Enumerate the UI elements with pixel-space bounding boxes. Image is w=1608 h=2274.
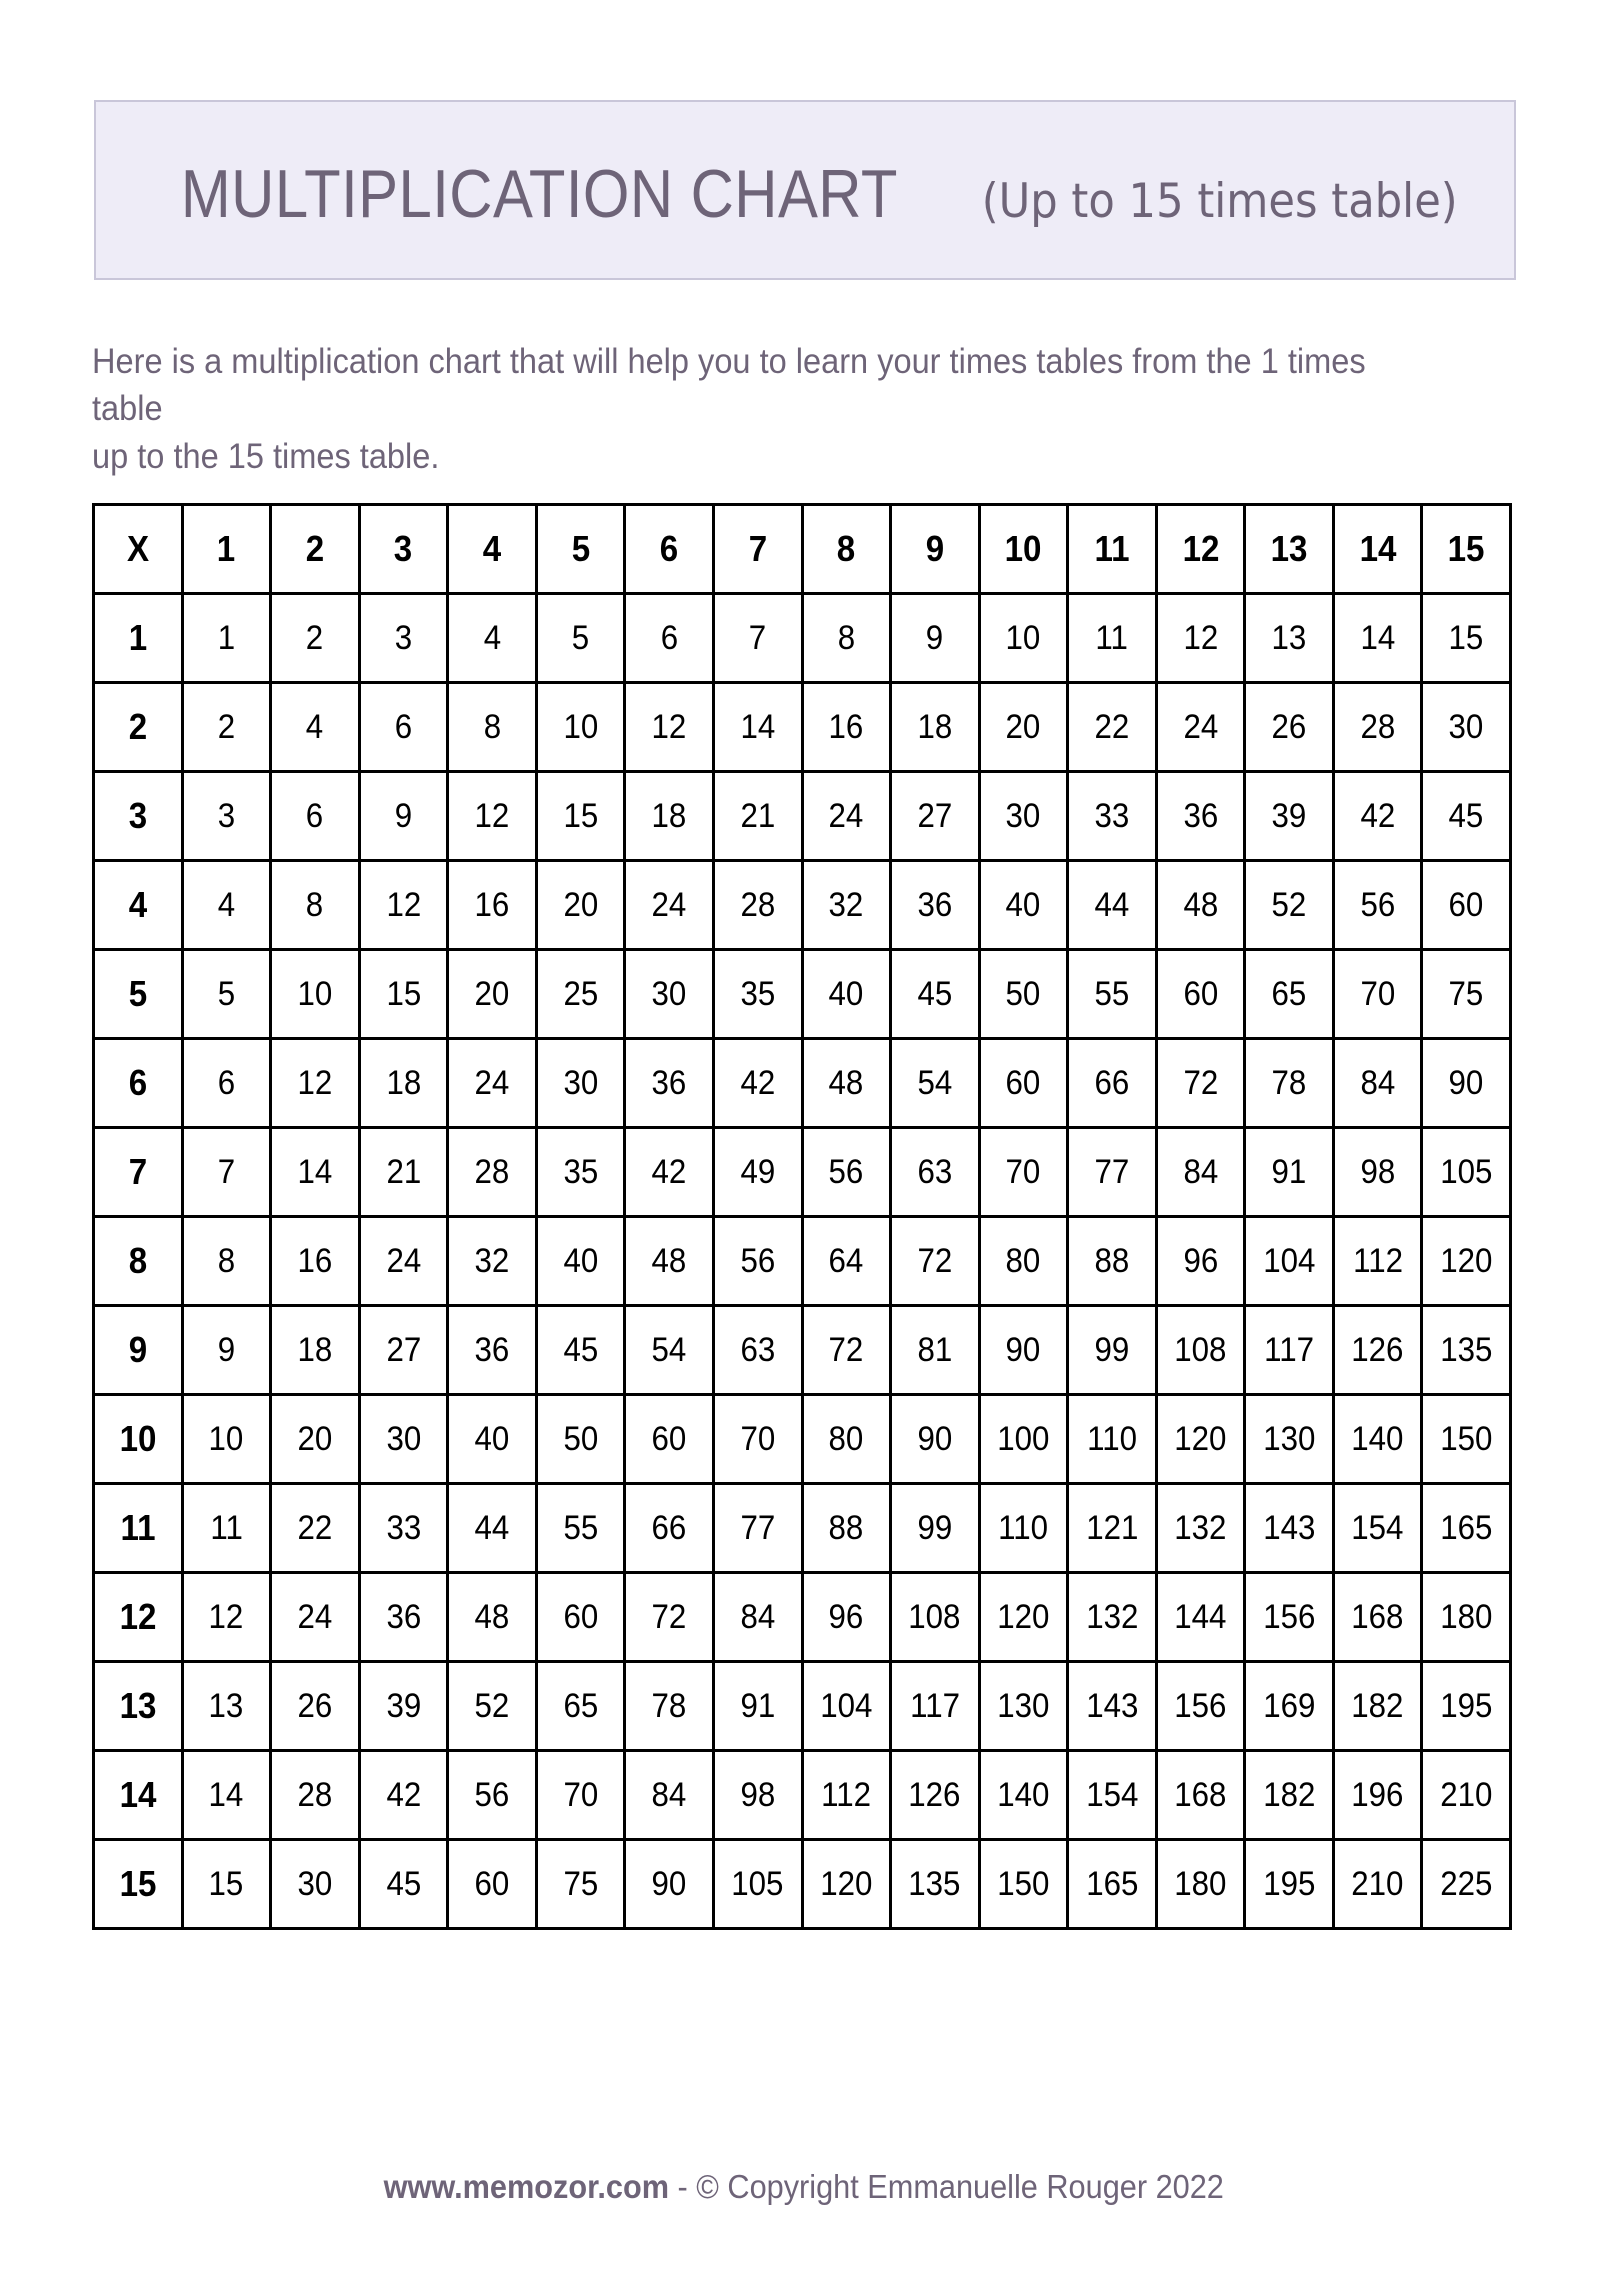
table-cell-1x6: 6 bbox=[625, 594, 714, 683]
table-cell-9x7: 63 bbox=[713, 1306, 802, 1395]
table-cell-15x15: 225 bbox=[1422, 1840, 1511, 1929]
table-column-header-3: 3 bbox=[359, 505, 448, 594]
table-cell-3x2: 6 bbox=[271, 772, 360, 861]
table-cell-11x4: 44 bbox=[448, 1484, 537, 1573]
table-row-header-4: 4 bbox=[94, 861, 183, 950]
table-cell-4x14: 56 bbox=[1333, 861, 1422, 950]
table-cell-11x15: 165 bbox=[1422, 1484, 1511, 1573]
table-cell-7x12: 84 bbox=[1156, 1128, 1245, 1217]
table-cell-9x1: 9 bbox=[182, 1306, 271, 1395]
table-cell-11x7: 77 bbox=[713, 1484, 802, 1573]
table-cell-14x13: 182 bbox=[1245, 1751, 1334, 1840]
table-cell-8x12: 96 bbox=[1156, 1217, 1245, 1306]
table-cell-9x12: 108 bbox=[1156, 1306, 1245, 1395]
table-cell-8x14: 112 bbox=[1333, 1217, 1422, 1306]
table-cell-13x8: 104 bbox=[802, 1662, 891, 1751]
table-cell-12x3: 36 bbox=[359, 1573, 448, 1662]
table-cell-13x4: 52 bbox=[448, 1662, 537, 1751]
table-cell-12x14: 168 bbox=[1333, 1573, 1422, 1662]
table-cell-2x14: 28 bbox=[1333, 683, 1422, 772]
table-cell-2x3: 6 bbox=[359, 683, 448, 772]
table-cell-11x12: 132 bbox=[1156, 1484, 1245, 1573]
table-cell-4x7: 28 bbox=[713, 861, 802, 950]
table-cell-14x11: 154 bbox=[1068, 1751, 1157, 1840]
table-row-header-5: 5 bbox=[94, 950, 183, 1039]
table-cell-4x6: 24 bbox=[625, 861, 714, 950]
table-cell-5x14: 70 bbox=[1333, 950, 1422, 1039]
multiplication-table bbox=[92, 503, 1512, 1930]
table-cell-15x4: 60 bbox=[448, 1840, 537, 1929]
table-cell-4x9: 36 bbox=[891, 861, 980, 950]
table-cell-13x14: 182 bbox=[1333, 1662, 1422, 1751]
table-cell-4x3: 12 bbox=[359, 861, 448, 950]
table-cell-3x13: 39 bbox=[1245, 772, 1334, 861]
table-row bbox=[94, 1751, 1511, 1840]
table-column-header-8: 8 bbox=[802, 505, 891, 594]
table-cell-13x12: 156 bbox=[1156, 1662, 1245, 1751]
table-cell-10x6: 60 bbox=[625, 1395, 714, 1484]
table-cell-15x10: 150 bbox=[979, 1840, 1068, 1929]
table-cell-15x9: 135 bbox=[891, 1840, 980, 1929]
table-cell-11x3: 33 bbox=[359, 1484, 448, 1573]
table-cell-1x9: 9 bbox=[891, 594, 980, 683]
table-cell-14x12: 168 bbox=[1156, 1751, 1245, 1840]
table-cell-3x7: 21 bbox=[713, 772, 802, 861]
table-cell-7x8: 56 bbox=[802, 1128, 891, 1217]
table-cell-15x13: 195 bbox=[1245, 1840, 1334, 1929]
table-cell-3x8: 24 bbox=[802, 772, 891, 861]
table-cell-3x5: 15 bbox=[536, 772, 625, 861]
table-cell-11x8: 88 bbox=[802, 1484, 891, 1573]
table-cell-5x9: 45 bbox=[891, 950, 980, 1039]
table-cell-15x8: 120 bbox=[802, 1840, 891, 1929]
table-cell-13x13: 169 bbox=[1245, 1662, 1334, 1751]
table-cell-10x15: 150 bbox=[1422, 1395, 1511, 1484]
table-cell-2x12: 24 bbox=[1156, 683, 1245, 772]
table-cell-9x4: 36 bbox=[448, 1306, 537, 1395]
table-cell-9x2: 18 bbox=[271, 1306, 360, 1395]
table-cell-14x3: 42 bbox=[359, 1751, 448, 1840]
table-cell-14x4: 56 bbox=[448, 1751, 537, 1840]
table-cell-2x13: 26 bbox=[1245, 683, 1334, 772]
table-cell-2x11: 22 bbox=[1068, 683, 1157, 772]
table-cell-5x12: 60 bbox=[1156, 950, 1245, 1039]
table-header-row bbox=[94, 505, 1511, 594]
table-cell-14x5: 70 bbox=[536, 1751, 625, 1840]
table-cell-13x3: 39 bbox=[359, 1662, 448, 1751]
table-row bbox=[94, 1662, 1511, 1751]
intro-line-2: up to the 15 times table. bbox=[92, 436, 440, 476]
table-cell-14x15: 210 bbox=[1422, 1751, 1511, 1840]
table-cell-9x10: 90 bbox=[979, 1306, 1068, 1395]
table-cell-7x4: 28 bbox=[448, 1128, 537, 1217]
table-cell-1x11: 11 bbox=[1068, 594, 1157, 683]
table-cell-9x5: 45 bbox=[536, 1306, 625, 1395]
table-cell-3x9: 27 bbox=[891, 772, 980, 861]
page-title: MULTIPLICATION CHART bbox=[180, 156, 898, 232]
table-row bbox=[94, 1840, 1511, 1929]
table-cell-6x1: 6 bbox=[182, 1039, 271, 1128]
table-cell-15x6: 90 bbox=[625, 1840, 714, 1929]
table-cell-8x7: 56 bbox=[713, 1217, 802, 1306]
table-cell-3x10: 30 bbox=[979, 772, 1068, 861]
table-cell-5x6: 30 bbox=[625, 950, 714, 1039]
table-cell-3x12: 36 bbox=[1156, 772, 1245, 861]
table-cell-1x10: 10 bbox=[979, 594, 1068, 683]
table-cell-7x2: 14 bbox=[271, 1128, 360, 1217]
table-cell-6x3: 18 bbox=[359, 1039, 448, 1128]
table-cell-4x8: 32 bbox=[802, 861, 891, 950]
table-cell-7x13: 91 bbox=[1245, 1128, 1334, 1217]
table-cell-1x5: 5 bbox=[536, 594, 625, 683]
table-cell-1x13: 13 bbox=[1245, 594, 1334, 683]
table-cell-8x8: 64 bbox=[802, 1217, 891, 1306]
table-cell-2x7: 14 bbox=[713, 683, 802, 772]
table-cell-5x4: 20 bbox=[448, 950, 537, 1039]
table-cell-6x10: 60 bbox=[979, 1039, 1068, 1128]
table-cell-11x13: 143 bbox=[1245, 1484, 1334, 1573]
table-cell-13x9: 117 bbox=[891, 1662, 980, 1751]
table-row bbox=[94, 1306, 1511, 1395]
table-row-header-13: 13 bbox=[94, 1662, 183, 1751]
table-cell-3x1: 3 bbox=[182, 772, 271, 861]
table-cell-5x13: 65 bbox=[1245, 950, 1334, 1039]
table-row-header-6: 6 bbox=[94, 1039, 183, 1128]
table-cell-5x2: 10 bbox=[271, 950, 360, 1039]
table-row bbox=[94, 683, 1511, 772]
table-cell-3x11: 33 bbox=[1068, 772, 1157, 861]
table-cell-1x14: 14 bbox=[1333, 594, 1422, 683]
table-cell-4x5: 20 bbox=[536, 861, 625, 950]
table-cell-12x8: 96 bbox=[802, 1573, 891, 1662]
table-cell-11x10: 110 bbox=[979, 1484, 1068, 1573]
table-cell-6x4: 24 bbox=[448, 1039, 537, 1128]
table-cell-14x6: 84 bbox=[625, 1751, 714, 1840]
table-cell-6x2: 12 bbox=[271, 1039, 360, 1128]
table-row bbox=[94, 1484, 1511, 1573]
table-cell-1x15: 15 bbox=[1422, 594, 1511, 683]
table-cell-9x13: 117 bbox=[1245, 1306, 1334, 1395]
table-cell-3x15: 45 bbox=[1422, 772, 1511, 861]
table-cell-7x11: 77 bbox=[1068, 1128, 1157, 1217]
table-cell-15x14: 210 bbox=[1333, 1840, 1422, 1929]
table-column-header-10: 10 bbox=[979, 505, 1068, 594]
table-column-header-15: 15 bbox=[1422, 505, 1511, 594]
table-cell-8x11: 88 bbox=[1068, 1217, 1157, 1306]
table-cell-15x11: 165 bbox=[1068, 1840, 1157, 1929]
table-cell-9x15: 135 bbox=[1422, 1306, 1511, 1395]
table-cell-10x5: 50 bbox=[536, 1395, 625, 1484]
table-cell-5x3: 15 bbox=[359, 950, 448, 1039]
table-cell-11x9: 99 bbox=[891, 1484, 980, 1573]
table-column-header-9: 9 bbox=[891, 505, 980, 594]
table-row-header-11: 11 bbox=[94, 1484, 183, 1573]
table-cell-8x2: 16 bbox=[271, 1217, 360, 1306]
table-cell-6x5: 30 bbox=[536, 1039, 625, 1128]
table-cell-5x11: 55 bbox=[1068, 950, 1157, 1039]
table-cell-6x14: 84 bbox=[1333, 1039, 1422, 1128]
table-cell-12x2: 24 bbox=[271, 1573, 360, 1662]
table-cell-14x9: 126 bbox=[891, 1751, 980, 1840]
table-cell-2x8: 16 bbox=[802, 683, 891, 772]
table-cell-8x13: 104 bbox=[1245, 1217, 1334, 1306]
table-cell-4x2: 8 bbox=[271, 861, 360, 950]
table-cell-2x6: 12 bbox=[625, 683, 714, 772]
table-cell-14x7: 98 bbox=[713, 1751, 802, 1840]
table-row-header-9: 9 bbox=[94, 1306, 183, 1395]
table-row-header-7: 7 bbox=[94, 1128, 183, 1217]
table-cell-4x10: 40 bbox=[979, 861, 1068, 950]
table-cell-9x11: 99 bbox=[1068, 1306, 1157, 1395]
table-cell-12x6: 72 bbox=[625, 1573, 714, 1662]
table-cell-13x5: 65 bbox=[536, 1662, 625, 1751]
table-cell-13x6: 78 bbox=[625, 1662, 714, 1751]
table-cell-7x1: 7 bbox=[182, 1128, 271, 1217]
table-cell-10x7: 70 bbox=[713, 1395, 802, 1484]
table-cell-1x4: 4 bbox=[448, 594, 537, 683]
table-cell-4x11: 44 bbox=[1068, 861, 1157, 950]
table-cell-10x4: 40 bbox=[448, 1395, 537, 1484]
table-cell-11x14: 154 bbox=[1333, 1484, 1422, 1573]
table-cell-13x10: 130 bbox=[979, 1662, 1068, 1751]
table-cell-7x7: 49 bbox=[713, 1128, 802, 1217]
table-row-header-2: 2 bbox=[94, 683, 183, 772]
table-cell-15x5: 75 bbox=[536, 1840, 625, 1929]
table-cell-10x13: 130 bbox=[1245, 1395, 1334, 1484]
table-cell-6x12: 72 bbox=[1156, 1039, 1245, 1128]
table-cell-12x15: 180 bbox=[1422, 1573, 1511, 1662]
table-row-header-3: 3 bbox=[94, 772, 183, 861]
table-cell-8x5: 40 bbox=[536, 1217, 625, 1306]
table-cell-12x13: 156 bbox=[1245, 1573, 1334, 1662]
table-cell-5x15: 75 bbox=[1422, 950, 1511, 1039]
table-cell-4x1: 4 bbox=[182, 861, 271, 950]
table-cell-6x11: 66 bbox=[1068, 1039, 1157, 1128]
table-cell-8x1: 8 bbox=[182, 1217, 271, 1306]
table-cell-7x15: 105 bbox=[1422, 1128, 1511, 1217]
table-cell-10x14: 140 bbox=[1333, 1395, 1422, 1484]
table-cell-5x10: 50 bbox=[979, 950, 1068, 1039]
table-row-header-10: 10 bbox=[94, 1395, 183, 1484]
table-cell-7x10: 70 bbox=[979, 1128, 1068, 1217]
table-row bbox=[94, 1039, 1511, 1128]
table-cell-13x15: 195 bbox=[1422, 1662, 1511, 1751]
table-cell-8x4: 32 bbox=[448, 1217, 537, 1306]
table-cell-1x12: 12 bbox=[1156, 594, 1245, 683]
table-cell-6x13: 78 bbox=[1245, 1039, 1334, 1128]
table-column-header-1: 1 bbox=[182, 505, 271, 594]
table-cell-14x2: 28 bbox=[271, 1751, 360, 1840]
table-cell-10x11: 110 bbox=[1068, 1395, 1157, 1484]
table-cell-11x6: 66 bbox=[625, 1484, 714, 1573]
table-cell-5x5: 25 bbox=[536, 950, 625, 1039]
footer-inner bbox=[384, 2168, 1224, 2206]
table-cell-10x3: 30 bbox=[359, 1395, 448, 1484]
table-cell-10x12: 120 bbox=[1156, 1395, 1245, 1484]
table-cell-8x3: 24 bbox=[359, 1217, 448, 1306]
table-cell-12x9: 108 bbox=[891, 1573, 980, 1662]
table-cell-11x11: 121 bbox=[1068, 1484, 1157, 1573]
page-subtitle: (Up to 15 times table) bbox=[981, 174, 1458, 229]
footer bbox=[0, 2168, 1608, 2206]
table-column-header-2: 2 bbox=[271, 505, 360, 594]
table-cell-14x1: 14 bbox=[182, 1751, 271, 1840]
table-cell-2x2: 4 bbox=[271, 683, 360, 772]
intro-line-1: Here is a multiplication chart that will help you to learn your times tables from the 1 times table bbox=[92, 342, 1366, 429]
table-row bbox=[94, 772, 1511, 861]
table-row-header-14: 14 bbox=[94, 1751, 183, 1840]
table-cell-7x6: 42 bbox=[625, 1128, 714, 1217]
table-row bbox=[94, 1395, 1511, 1484]
table-row-header-1: 1 bbox=[94, 594, 183, 683]
table-cell-6x15: 90 bbox=[1422, 1039, 1511, 1128]
table-cell-13x11: 143 bbox=[1068, 1662, 1157, 1751]
table-cell-10x9: 90 bbox=[891, 1395, 980, 1484]
table-row bbox=[94, 594, 1511, 683]
table-row bbox=[94, 950, 1511, 1039]
table-cell-11x5: 55 bbox=[536, 1484, 625, 1573]
table-cell-9x9: 81 bbox=[891, 1306, 980, 1395]
table-row bbox=[94, 1573, 1511, 1662]
table-cell-9x8: 72 bbox=[802, 1306, 891, 1395]
table-column-header-7: 7 bbox=[713, 505, 802, 594]
table-cell-7x3: 21 bbox=[359, 1128, 448, 1217]
table-cell-14x8: 112 bbox=[802, 1751, 891, 1840]
table-cell-15x12: 180 bbox=[1156, 1840, 1245, 1929]
table-cell-1x1: 1 bbox=[182, 594, 271, 683]
table-cell-9x14: 126 bbox=[1333, 1306, 1422, 1395]
table-cell-15x1: 15 bbox=[182, 1840, 271, 1929]
table-cell-10x2: 20 bbox=[271, 1395, 360, 1484]
table-cell-10x10: 100 bbox=[979, 1395, 1068, 1484]
table-row-header-8: 8 bbox=[94, 1217, 183, 1306]
table-cell-3x14: 42 bbox=[1333, 772, 1422, 861]
table-column-header-13: 13 bbox=[1245, 505, 1334, 594]
table-row-header-15: 15 bbox=[94, 1840, 183, 1929]
table-cell-12x10: 120 bbox=[979, 1573, 1068, 1662]
table-cell-7x9: 63 bbox=[891, 1128, 980, 1217]
multiplication-table-wrapper bbox=[92, 503, 1512, 1930]
table-cell-11x1: 11 bbox=[182, 1484, 271, 1573]
table-cell-8x10: 80 bbox=[979, 1217, 1068, 1306]
table-cell-2x15: 30 bbox=[1422, 683, 1511, 772]
table-cell-1x2: 2 bbox=[271, 594, 360, 683]
table-cell-1x7: 7 bbox=[713, 594, 802, 683]
footer-copyright: - © Copyright Emmanuelle Rouger 2022 bbox=[669, 2168, 1225, 2205]
header-banner bbox=[94, 100, 1516, 280]
table-cell-15x7: 105 bbox=[713, 1840, 802, 1929]
table-cell-12x5: 60 bbox=[536, 1573, 625, 1662]
table-cell-10x8: 80 bbox=[802, 1395, 891, 1484]
table-row bbox=[94, 1128, 1511, 1217]
table-cell-4x12: 48 bbox=[1156, 861, 1245, 950]
header-title-group bbox=[132, 155, 1478, 233]
table-column-header-12: 12 bbox=[1156, 505, 1245, 594]
table-cell-15x3: 45 bbox=[359, 1840, 448, 1929]
table-cell-14x10: 140 bbox=[979, 1751, 1068, 1840]
table-cell-13x1: 13 bbox=[182, 1662, 271, 1751]
table-cell-6x7: 42 bbox=[713, 1039, 802, 1128]
table-cell-9x6: 54 bbox=[625, 1306, 714, 1395]
table-cell-1x3: 3 bbox=[359, 594, 448, 683]
table-cell-1x8: 8 bbox=[802, 594, 891, 683]
table-cell-4x15: 60 bbox=[1422, 861, 1511, 950]
table-cell-12x11: 132 bbox=[1068, 1573, 1157, 1662]
footer-site-link[interactable]: www.memozor.com bbox=[383, 2168, 670, 2205]
table-cell-8x15: 120 bbox=[1422, 1217, 1511, 1306]
table-row bbox=[94, 861, 1511, 950]
table-cell-13x2: 26 bbox=[271, 1662, 360, 1751]
table-cell-3x6: 18 bbox=[625, 772, 714, 861]
table-column-header-11: 11 bbox=[1068, 505, 1157, 594]
table-cell-7x14: 98 bbox=[1333, 1128, 1422, 1217]
table-cell-5x1: 5 bbox=[182, 950, 271, 1039]
table-cell-3x4: 12 bbox=[448, 772, 537, 861]
table-column-header-5: 5 bbox=[536, 505, 625, 594]
table-cell-12x7: 84 bbox=[713, 1573, 802, 1662]
table-cell-15x2: 30 bbox=[271, 1840, 360, 1929]
table-row-header-12: 12 bbox=[94, 1573, 183, 1662]
table-row bbox=[94, 1217, 1511, 1306]
table-cell-7x5: 35 bbox=[536, 1128, 625, 1217]
table-cell-2x5: 10 bbox=[536, 683, 625, 772]
table-column-header-14: 14 bbox=[1333, 505, 1422, 594]
table-cell-12x12: 144 bbox=[1156, 1573, 1245, 1662]
table-cell-14x14: 196 bbox=[1333, 1751, 1422, 1840]
table-cell-9x3: 27 bbox=[359, 1306, 448, 1395]
table-cell-10x1: 10 bbox=[182, 1395, 271, 1484]
intro-paragraph bbox=[92, 338, 1512, 480]
table-cell-4x4: 16 bbox=[448, 861, 537, 950]
table-cell-6x6: 36 bbox=[625, 1039, 714, 1128]
table-corner-cell: X bbox=[94, 505, 183, 594]
table-cell-2x4: 8 bbox=[448, 683, 537, 772]
table-cell-12x4: 48 bbox=[448, 1573, 537, 1662]
table-cell-2x10: 20 bbox=[979, 683, 1068, 772]
table-cell-2x1: 2 bbox=[182, 683, 271, 772]
table-cell-6x9: 54 bbox=[891, 1039, 980, 1128]
table-cell-12x1: 12 bbox=[182, 1573, 271, 1662]
table-cell-11x2: 22 bbox=[271, 1484, 360, 1573]
table-cell-4x13: 52 bbox=[1245, 861, 1334, 950]
table-cell-2x9: 18 bbox=[891, 683, 980, 772]
table-cell-8x6: 48 bbox=[625, 1217, 714, 1306]
table-cell-8x9: 72 bbox=[891, 1217, 980, 1306]
table-cell-13x7: 91 bbox=[713, 1662, 802, 1751]
table-column-header-6: 6 bbox=[625, 505, 714, 594]
table-column-header-4: 4 bbox=[448, 505, 537, 594]
table-cell-3x3: 9 bbox=[359, 772, 448, 861]
table-cell-5x8: 40 bbox=[802, 950, 891, 1039]
table-cell-6x8: 48 bbox=[802, 1039, 891, 1128]
table-cell-5x7: 35 bbox=[713, 950, 802, 1039]
